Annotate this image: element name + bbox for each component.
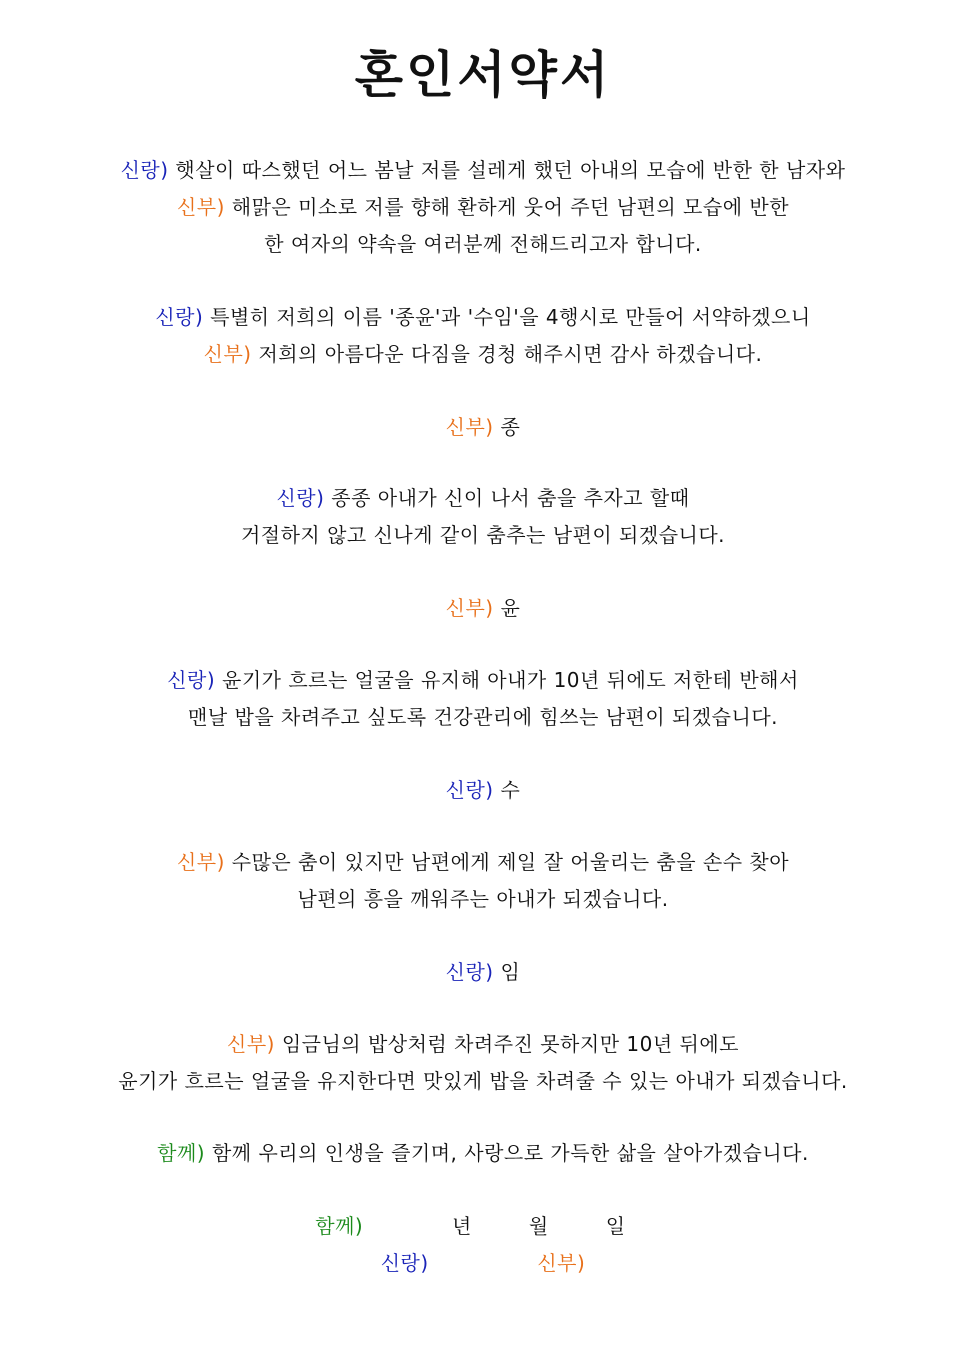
request-text-1: 특별히 저희의 이름 '종윤'과 '수임'을 4행시로 만들어 서약하겠으니 <box>210 305 811 329</box>
groom-label: 신랑) <box>155 305 204 329</box>
cue-syllable: 종 <box>500 415 521 439</box>
intro-line-1 <box>0 155 966 185</box>
verse-text: 종종 아내가 신이 나서 춤을 추자고 할때 <box>331 486 690 510</box>
verse-2-line-1 <box>0 665 966 695</box>
page-title: 혼인서약서 <box>354 46 612 104</box>
groom-label: 신랑) <box>445 778 494 802</box>
intro-line-2 <box>0 192 966 222</box>
verse-4-line-1 <box>0 1029 966 1059</box>
bride-label: 신부) <box>203 342 252 366</box>
bride-label: 신부) <box>227 1032 275 1056</box>
groom-label: 신랑) <box>167 668 216 692</box>
verse-text: 윤기가 흐르는 얼굴을 유지한다면 맛있게 밥을 차려줄 수 있는 아내가 되겠습니다. <box>118 1069 848 1093</box>
closing-text: 함께 우리의 인생을 즐기며, 사랑으로 가득한 삶을 살아가겠습니다. <box>211 1141 809 1165</box>
groom-label: 신랑) <box>276 486 325 510</box>
verse-text: 윤기가 흐르는 얼굴을 유지해 아내가 10년 뒤에도 저한테 반해서 <box>222 668 799 692</box>
groom-signature-label: 신랑) <box>380 1251 429 1275</box>
verse-text: 거절하지 않고 신나게 같이 춤추는 남편이 되겠습니다. <box>240 523 726 547</box>
intro-text-3: 한 여자의 약속을 여러분께 전해드리고자 합니다. <box>264 232 702 256</box>
verse-1-line-2 <box>0 520 966 550</box>
cue-line-2 <box>0 593 966 623</box>
verse-text: 수많은 춤이 있지만 남편에게 제일 잘 어울리는 춤을 손수 찾아 <box>231 850 790 874</box>
cue-line-1 <box>0 412 966 442</box>
intro-text-1: 햇살이 따스했던 어느 봄날 저를 설레게 했던 아내의 모습에 반한 한 남자와 <box>175 158 846 182</box>
verse-2-line-2 <box>0 702 966 732</box>
verse-1-line-1 <box>0 483 966 513</box>
verse-3-line-2 <box>0 884 966 914</box>
verse-3-line-1 <box>0 847 966 877</box>
cue-line-3 <box>0 775 966 805</box>
cue-syllable: 수 <box>500 778 521 802</box>
closing-line <box>0 1138 966 1168</box>
bride-signature-label: 신부) <box>537 1251 586 1275</box>
request-line-2 <box>0 339 966 369</box>
month-field: 월 <box>528 1214 549 1238</box>
cue-syllable: 임 <box>500 960 521 984</box>
verse-text: 맨날 밥을 차려주고 싶도록 건강관리에 힘쓰는 남편이 되겠습니다. <box>188 705 778 729</box>
request-text-2: 저희의 아름다운 다짐을 경청 해주시면 감사 하겠습니다. <box>258 342 763 366</box>
intro-text-2: 해맑은 미소로 저를 향해 환하게 웃어 주던 남편의 모습에 반한 <box>231 195 790 219</box>
bride-label: 신부) <box>176 850 225 874</box>
signature-line <box>0 1248 966 1278</box>
verse-text: 남편의 흥을 깨워주는 아내가 되겠습니다. <box>297 887 669 911</box>
bride-label: 신부) <box>445 415 494 439</box>
cue-line-4 <box>0 957 966 987</box>
groom-label: 신랑) <box>120 158 169 182</box>
together-label: 함께) <box>157 1141 206 1165</box>
together-label: 함께) <box>315 1214 364 1238</box>
verse-4-line-2 <box>0 1066 966 1096</box>
bride-label: 신부) <box>176 195 225 219</box>
verse-text: 임금님의 밥상처럼 차려주진 못하지만 10년 뒤에도 <box>281 1032 739 1056</box>
cue-syllable: 윤 <box>500 596 521 620</box>
bride-label: 신부) <box>445 596 494 620</box>
groom-label: 신랑) <box>445 960 494 984</box>
date-line <box>0 1211 966 1241</box>
year-field: 년 <box>452 1214 472 1238</box>
request-line-1 <box>0 302 966 332</box>
intro-line-3 <box>0 229 966 259</box>
day-field: 일 <box>605 1214 626 1238</box>
